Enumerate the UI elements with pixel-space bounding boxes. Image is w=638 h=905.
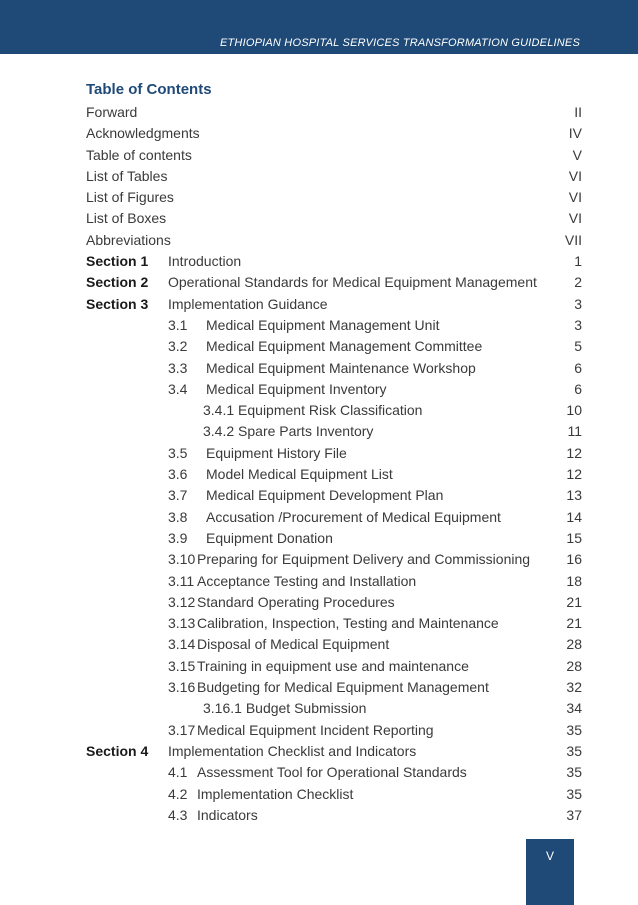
subentry-number: 3.11 bbox=[168, 572, 195, 589]
toc-subentry[interactable] bbox=[86, 784, 582, 805]
toc-entry-page: 18 bbox=[566, 572, 582, 589]
table-of-contents bbox=[86, 102, 582, 826]
subsubentry-title: 3.4.2 Spare Parts Inventory bbox=[203, 423, 374, 440]
subentry-number: 3.14 bbox=[168, 636, 196, 653]
subentry-number: 4.1 bbox=[168, 764, 188, 781]
subentry-title: Implementation Checklist bbox=[197, 785, 354, 802]
toc-subentry[interactable] bbox=[86, 571, 582, 592]
toc-subentry[interactable] bbox=[86, 656, 582, 677]
toc-subentry[interactable] bbox=[86, 358, 582, 379]
toc-entry-page: 35 bbox=[566, 764, 582, 781]
toc-subentry[interactable] bbox=[86, 592, 582, 613]
toc-subsubentry[interactable] bbox=[86, 698, 582, 719]
toc-entry-page: VII bbox=[564, 231, 582, 248]
subentry-number: 3.13 bbox=[168, 615, 196, 632]
section-title: Operational Standards for Medical Equipment Management bbox=[168, 274, 537, 291]
subentry-title: Equipment Donation bbox=[206, 529, 333, 546]
toc-entry-page: 10 bbox=[566, 402, 582, 419]
toc-subentry[interactable] bbox=[86, 634, 582, 655]
toc-entry-page: 2 bbox=[574, 274, 582, 291]
toc-entry-title: List of Figures bbox=[86, 189, 174, 206]
section-label: Section 1 bbox=[86, 253, 149, 270]
subentry-number: 3.15 bbox=[168, 657, 196, 674]
subsubentry-title: 3.16.1 Budget Submission bbox=[203, 700, 367, 717]
subentry-title: Calibration, Inspection, Testing and Maintenance bbox=[197, 615, 499, 632]
toc-entry-page: 3 bbox=[574, 316, 582, 333]
toc-subentry[interactable] bbox=[86, 443, 582, 464]
section-label: Section 2 bbox=[86, 274, 149, 291]
subentry-title: Standard Operating Procedures bbox=[197, 593, 395, 610]
section-label: Section 3 bbox=[86, 295, 149, 312]
subentry-number: 3.7 bbox=[168, 487, 188, 504]
toc-entry-title: List of Boxes bbox=[86, 210, 167, 227]
toc-entry-page: 35 bbox=[566, 721, 582, 738]
subentry-number: 3.12 bbox=[168, 593, 196, 610]
toc-entry-title: Forward bbox=[86, 104, 138, 120]
toc-entry-page: VI bbox=[568, 167, 582, 184]
subentry-title: Equipment History File bbox=[206, 444, 347, 461]
toc-entry-page: 21 bbox=[566, 615, 582, 632]
toc-entry-page: 3 bbox=[574, 295, 582, 312]
toc-subentry[interactable] bbox=[86, 379, 582, 400]
toc-subentry[interactable] bbox=[86, 315, 582, 336]
subentry-number: 3.10 bbox=[168, 551, 196, 568]
toc-entry-page: 16 bbox=[566, 551, 582, 568]
subentry-number: 3.16 bbox=[168, 679, 196, 696]
toc-entry-list-of-figures[interactable] bbox=[86, 187, 582, 208]
toc-subsubentry[interactable] bbox=[86, 400, 582, 421]
subentry-title: Accusation /Procurement of Medical Equipment bbox=[206, 508, 501, 525]
subentry-title: Preparing for Equipment Delivery and Commissioning bbox=[197, 551, 531, 568]
subentry-title: Medical Equipment Maintenance Workshop bbox=[206, 359, 476, 376]
toc-entry-page: VI bbox=[568, 189, 582, 206]
subentry-number: 3.5 bbox=[168, 444, 188, 461]
subentry-title: Indicators bbox=[197, 806, 258, 823]
subentry-number: 3.17 bbox=[168, 721, 196, 738]
section-title: Implementation Guidance bbox=[168, 295, 328, 312]
toc-entry-page: II bbox=[574, 104, 582, 120]
toc-subsubentry[interactable] bbox=[86, 421, 582, 442]
page-number-tab bbox=[526, 839, 574, 905]
toc-entry-page: 5 bbox=[574, 338, 582, 355]
toc-entry-page: 6 bbox=[574, 380, 582, 397]
toc-subentry[interactable] bbox=[86, 549, 582, 570]
subentry-number: 4.2 bbox=[168, 785, 188, 802]
toc-entry-page: V bbox=[572, 146, 582, 163]
subsubentry-title: 3.4.1 Equipment Risk Classification bbox=[203, 402, 423, 419]
subentry-number: 3.4 bbox=[168, 380, 188, 397]
toc-section-2[interactable] bbox=[86, 272, 582, 293]
subentry-title: Medical Equipment Incident Reporting bbox=[197, 721, 434, 738]
toc-entry-title: Table of contents bbox=[86, 146, 192, 163]
subentry-number: 3.1 bbox=[168, 316, 188, 333]
toc-entry-list-of-tables[interactable] bbox=[86, 166, 582, 187]
toc-entry-page: 13 bbox=[566, 487, 582, 504]
toc-entry-page: IV bbox=[568, 125, 582, 142]
toc-entry-page: 28 bbox=[566, 636, 582, 653]
header-band bbox=[0, 0, 638, 54]
toc-entry-forward[interactable] bbox=[86, 102, 582, 123]
toc-entry-page: 32 bbox=[566, 679, 582, 696]
toc-entry-acknowledgments[interactable] bbox=[86, 123, 582, 144]
toc-entry-list-of-boxes[interactable] bbox=[86, 208, 582, 229]
subentry-title: Medical Equipment Management Committee bbox=[206, 338, 483, 355]
toc-subentry[interactable] bbox=[86, 762, 582, 783]
toc-entry-page: VI bbox=[568, 210, 582, 227]
toc-section-1[interactable] bbox=[86, 251, 582, 272]
toc-subentry[interactable] bbox=[86, 805, 582, 826]
toc-entry-page: 34 bbox=[566, 700, 582, 717]
subentry-title: Medical Equipment Management Unit bbox=[206, 316, 440, 333]
toc-entry-page: 21 bbox=[566, 593, 582, 610]
subentry-title: Assessment Tool for Operational Standards bbox=[197, 764, 467, 781]
toc-subentry[interactable] bbox=[86, 720, 582, 741]
toc-entry-page: 12 bbox=[566, 444, 582, 461]
toc-entry-page: 12 bbox=[566, 466, 582, 483]
toc-section-4[interactable] bbox=[86, 741, 582, 762]
subentry-number: 3.2 bbox=[168, 338, 188, 355]
toc-entry-page: 28 bbox=[566, 657, 582, 674]
subentry-number: 3.3 bbox=[168, 359, 188, 376]
page-number: V bbox=[545, 849, 554, 863]
toc-entry-page: 6 bbox=[574, 359, 582, 376]
toc-entry-title: Abbreviations bbox=[86, 231, 171, 248]
toc-entry-abbreviations[interactable] bbox=[86, 230, 582, 251]
toc-entry-page: 14 bbox=[566, 508, 582, 525]
toc-entry-page: 1 bbox=[574, 253, 582, 270]
section-label: Section 4 bbox=[86, 742, 149, 759]
toc-entry-table-of-contents[interactable] bbox=[86, 145, 582, 166]
toc-entry-page: 11 bbox=[567, 423, 582, 440]
header-title: ETHIOPIAN HOSPITAL SERVICES TRANSFORMATION GUIDELINES bbox=[219, 37, 580, 49]
toc-subentry[interactable] bbox=[86, 485, 582, 506]
toc-entry-page: 37 bbox=[566, 806, 582, 823]
toc-subentry[interactable] bbox=[86, 613, 582, 634]
subentry-number: 3.6 bbox=[168, 466, 188, 483]
toc-entry-page: 15 bbox=[566, 529, 582, 546]
subentry-title: Acceptance Testing and Installation bbox=[197, 572, 417, 589]
toc-entry-page: 35 bbox=[566, 785, 582, 802]
section-title: Implementation Checklist and Indicators bbox=[168, 742, 417, 759]
subentry-number: 3.9 bbox=[168, 529, 188, 546]
subentry-title: Budgeting for Medical Equipment Management bbox=[197, 679, 489, 696]
toc-subentry[interactable] bbox=[86, 528, 582, 549]
subentry-title: Model Medical Equipment List bbox=[206, 466, 393, 483]
toc-entry-title: List of Tables bbox=[86, 167, 168, 184]
toc-subentry[interactable] bbox=[86, 336, 582, 357]
subentry-title: Disposal of Medical Equipment bbox=[197, 636, 390, 653]
toc-entry-title: Acknowledgments bbox=[86, 125, 200, 142]
subentry-number: 4.3 bbox=[168, 806, 188, 823]
subentry-number: 3.8 bbox=[168, 508, 188, 525]
toc-entry-page: 35 bbox=[566, 742, 582, 759]
toc-heading: Table of Contents bbox=[86, 81, 212, 98]
subentry-title: Training in equipment use and maintenance bbox=[197, 657, 469, 674]
subentry-title: Medical Equipment Inventory bbox=[206, 380, 387, 397]
section-title: Introduction bbox=[168, 253, 242, 270]
subentry-title: Medical Equipment Development Plan bbox=[206, 487, 444, 504]
toc-section-3[interactable] bbox=[86, 294, 582, 315]
toc-subentry[interactable] bbox=[86, 677, 582, 698]
toc-subentry[interactable] bbox=[86, 464, 582, 485]
toc-subentry[interactable] bbox=[86, 507, 582, 528]
